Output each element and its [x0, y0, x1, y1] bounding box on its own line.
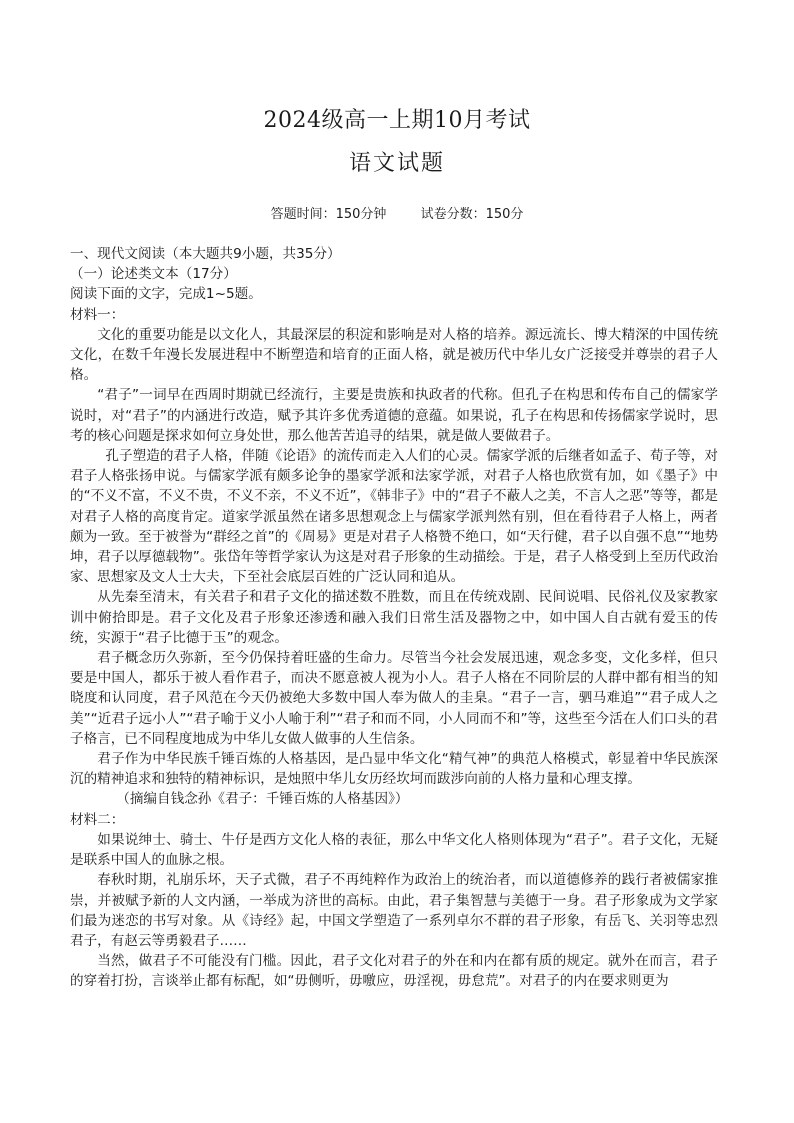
material-one-label: 材料一： [70, 306, 125, 323]
section-heading: 一、现代文阅读（本大题共9小题，共35分） [70, 246, 341, 262]
material-one-paragraph: 君子作为中华民族千锤百炼的人格基因，是凸显中华文化“精气神”的典范人格模式，彰显着中华民族深沉的精神追求和独特的精神标识，是烛照中华儿女历经坎坷而跋涉向前的人格力量和心理支撑。 [70, 751, 718, 788]
sub-section-heading: （一）论述类文本（17分） [70, 266, 237, 283]
material-one-paragraph: 君子概念历久弥新，至今仍保持着旺盛的生命力。尽管当今社会发展迅速，观念多变，文化多样，但只要是中国人，都乐于被人看作君子，而决不愿意被人视为小人。君子人格在不同阶层的人群中都有相当的知晓度和认同度，君子风范在今天仍被绝大多数中国人奉为做人的圭臬。“君子一言，驷马难追”“君子成人之美”“近君子远小人”“君子喻于义小人喻于利”“君子和而不同，小人同而不和”等，这些至今活在人们口头的君子格言，已不同程度地成为中华儿女做人做事的人生信条。 [70, 650, 718, 747]
material-two-paragraph: 当然，做君子不可能没有门槛。因此，君子文化对君子的外在和内在都有质的规定。就外在而言，君子的穿着打扮，言谈举止都有标配，如“毋侧听，毋噭应，毋淫视，毋怠荒”。对君子的内在要求则更为 [70, 953, 718, 990]
material-two-label: 材料二： [70, 811, 125, 828]
exam-meta [0, 203, 794, 222]
material-one-paragraph: 孔子塑造的君子人格，伴随《论语》的流传而走入人们的心灵。儒家学派的后继者如孟子、荀子等，对君子人格张扬申说。与儒家学派有颇多论争的墨家学派和法家学派，对君子人格也欣赏有加，如《墨子》中的“不义不富，不义不贵，不义不亲，不义不近”，《韩非子》中的“君子不蔽人之美，不言人之恶”等等，都是对君子人格的高度肯定。道家学派虽然在诸多思想观念上与儒家学派判然有别，但在看待君子人格上，两者颇为一致。至于被誉为“群经之首”的《周易》更是对君子人格赞不绝口，如“天行健，君子以自强不息”“地势坤，君子以厚德载物”。张岱年等哲学家认为这是对君子形象的生动描绘。于是，君子人格受到上至历代政治家、思想家及文人士大夫，下至社会底层百姓的广泛认同和追从。 [70, 448, 718, 586]
material-two-paragraph: 春秋时期，礼崩乐坏，天子式微，君子不再纯粹作为政治上的统治者，而以道德修养的践行者被儒家推崇，并被赋予新的人文内涵，一举成为济世的高标。由此，君子集智慧与美德于一身。君子形象成为文学家们最为迷恋的书写对象。从《诗经》起，中国文学塑造了一系列卓尔不群的君子形象，有岳飞、关羽等忠烈君子，有赵云等勇毅君子…… [70, 872, 718, 949]
exam-title: 2024级高一上期10月考试 [263, 108, 531, 133]
material-one-paragraph: “君子”一词早在西周时期就已经流行，主要是贵族和执政者的代称。但孔子在构思和传布自己的儒家学说时，对“君子”的内涵进行改造，赋予其许多优秀道德的意蕴。如果说，孔子在构思和传扬儒家学说时，思考的核心问题是探求如何立身处世，那么他苦苦追寻的结果，就是做人要做君子。 [70, 387, 718, 444]
material-two-paragraph: 如果说绅士、骑士、牛仔是西方文化人格的表征，那么中华文化人格则体现为“君子”。君子文化，无疑是联系中国人的血脉之根。 [70, 831, 718, 869]
exam-time: 答题时间：150分钟 [270, 207, 387, 222]
reading-instruction: 阅读下面的文字，完成1~5题。 [70, 286, 262, 303]
material-one-source: （摘编自钱念孙《君子：千锤百炼的人格基因》） [116, 791, 409, 808]
material-one-paragraph: 从先秦至清末，有关君子和君子文化的描述数不胜数，而且在传统戏剧、民间说唱、民俗礼仪及家教家训中俯拾即是。君子文化及君子形象还渗透和融入我们日常生活及器物之中，如中国人自古就有爱玉的传统，实源于“君子比德于玉”的观念。 [70, 589, 718, 646]
material-one-paragraph: 文化的重要功能是以文化人，其最深层的积淀和影响是对人格的培养。源远流长、博大精深的中国传统文化，在数千年漫长发展进程中不断塑造和培育的正面人格，就是被历代中华儿女广泛接受并尊崇的君子人格。 [70, 326, 718, 384]
exam-subtitle: 语文试题 [348, 151, 445, 176]
exam-body [70, 244, 718, 992]
exam-score: 试卷分数：150分 [420, 207, 524, 222]
